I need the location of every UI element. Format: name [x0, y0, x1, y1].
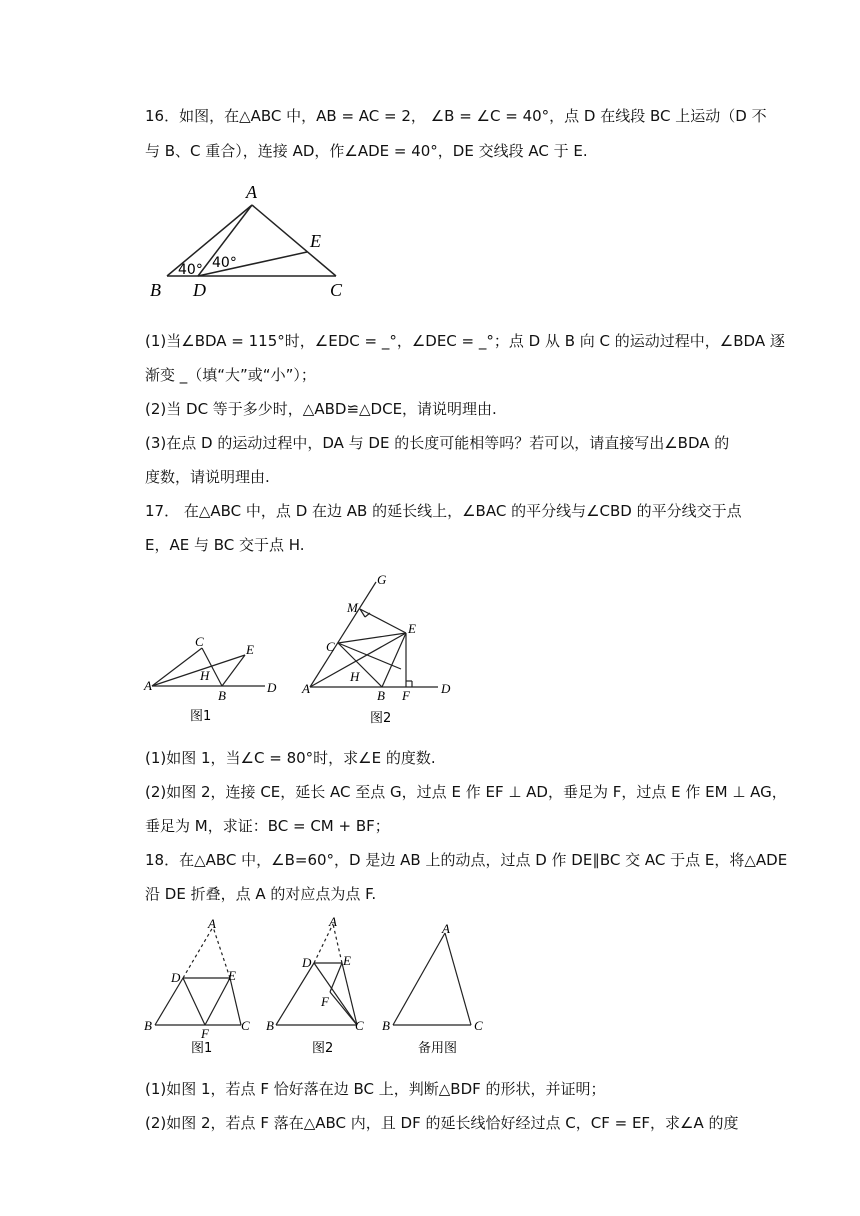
q16-part-3b: 度数，请说明理由. [145, 468, 270, 486]
q18f3-label-C: C [474, 1018, 483, 1033]
q18-fig1-caption: 图1 [191, 1041, 213, 1056]
q18-figure-1 [140, 912, 260, 1062]
q18-part-2: (2)如图 2，若点 F 落在△ABC 内，且 DF 的延长线恰好经过点 C，CF = EF，求∠A 的度 [145, 1114, 739, 1132]
q18f2-label-C: C [355, 1018, 364, 1033]
q17-line-2: E，AE 与 BC 交于点 H. [145, 536, 305, 554]
q18f2-label-A: A [329, 914, 337, 929]
q17f2-label-H: H [350, 669, 360, 684]
q16-part-3a: (3)在点 D 的运动过程中，DA 与 DE 的长度可能相等吗？若可以，请直接写出∠BDA 的 [145, 434, 730, 452]
q18-line-2: 沿 DE 折叠，点 A 的对应点为点 F. [145, 885, 377, 903]
q17-part-2a: (2)如图 2，连接 CE，延长 AC 至点 G，过点 E 作 EF ⊥ AD，垂足为 F，过点 E 作 EM ⊥ AG， [145, 783, 787, 801]
q17-part-2b: 垂足为 M，求证：BC = CM + BF； [145, 817, 390, 835]
q17f1-label-B: B [218, 688, 226, 703]
q17-figure-1 [140, 630, 300, 730]
q17f2-label-B: B [377, 688, 385, 703]
q18f1-label-C: C [241, 1018, 250, 1033]
q18-part-1: (1)如图 1，若点 F 恰好落在边 BC 上，判断△BDF 的形状，并证明； [145, 1080, 606, 1098]
q18f3-label-B: B [382, 1018, 390, 1033]
q17f2-label-M: M [347, 600, 358, 615]
q16-figure [140, 178, 360, 306]
q18f1-label-E: E [228, 968, 236, 983]
q17-fig1-caption: 图1 [190, 709, 212, 724]
q17f2-label-A: A [302, 681, 310, 696]
q17-fig2-caption: 图2 [370, 711, 392, 726]
q18-fig3-caption: 备用图 [418, 1041, 458, 1056]
q17-figure-2 [298, 565, 463, 730]
q16-part-1b: 渐变 _（填“大”或“小”）； [145, 366, 316, 384]
q18-line-1: 18．在△ABC 中，∠B=60°，D 是边 AB 上的动点，过点 D 作 DE∥BC 交 AC 于点 E，将△ADE [145, 851, 788, 869]
q16-label-D: D [193, 280, 206, 300]
q16-part-2: (2)当 DC 等于多少时，△ABD≌△DCE，请说明理由. [145, 400, 497, 418]
q16-label-C: C [330, 280, 343, 300]
q17-part-1: (1)如图 1，当∠C = 80°时，求∠E 的度数. [145, 749, 436, 767]
q17f1-label-D: D [267, 680, 277, 695]
q18f2-label-F: F [321, 994, 329, 1009]
q18f1-label-B: B [144, 1018, 152, 1033]
q17f1-label-A: A [144, 678, 152, 693]
q17f1-label-H: H [200, 668, 210, 683]
q18f1-label-A: A [208, 916, 216, 931]
q18f2-label-D: D [302, 955, 312, 970]
q16-line-2: 与 B、C 重合），连接 AD，作∠ADE = 40°，DE 交线段 AC 于 E. [145, 142, 588, 160]
q18f2-label-E: E [343, 953, 351, 968]
q17f1-label-C: C [195, 634, 204, 649]
q18f2-label-B: B [266, 1018, 274, 1033]
q17f2-label-E: E [408, 621, 416, 636]
q17f2-label-F: F [402, 688, 410, 703]
q16-angle-D: 40° [212, 255, 237, 271]
q18f1-label-D: D [171, 970, 181, 985]
q16-part-1a: (1)当∠BDA = 115°时，∠EDC = _°，∠DEC = _°；点 D 从 B 向 C 的运动过程中，∠BDA 逐 [145, 332, 785, 350]
q16-label-E: E [310, 231, 321, 251]
q17f2-label-C: C [326, 639, 335, 654]
q18f3-label-A: A [442, 921, 450, 936]
q17f2-label-G: G [377, 572, 387, 587]
q18-figure-2 [262, 912, 372, 1062]
q17f1-label-E: E [246, 642, 254, 657]
q17-line-1: 17． 在△ABC 中，点 D 在边 AB 的延长线上，∠BAC 的平分线与∠CBD 的平分线交于点 [145, 502, 742, 520]
q16-angle-B: 40° [178, 262, 203, 278]
q16-line-1: 16．如图，在△ABC 中，AB = AC = 2， ∠B = ∠C = 40°，点 D 在线段 BC 上运动（D 不 [145, 107, 767, 125]
q17f2-label-D: D [441, 681, 451, 696]
q18f1-label-F: F [201, 1026, 209, 1041]
q18-figure-3 [375, 912, 495, 1062]
q18-fig2-caption: 图2 [312, 1041, 334, 1056]
q16-label-B: B [150, 280, 161, 300]
q16-label-A: A [246, 182, 257, 202]
